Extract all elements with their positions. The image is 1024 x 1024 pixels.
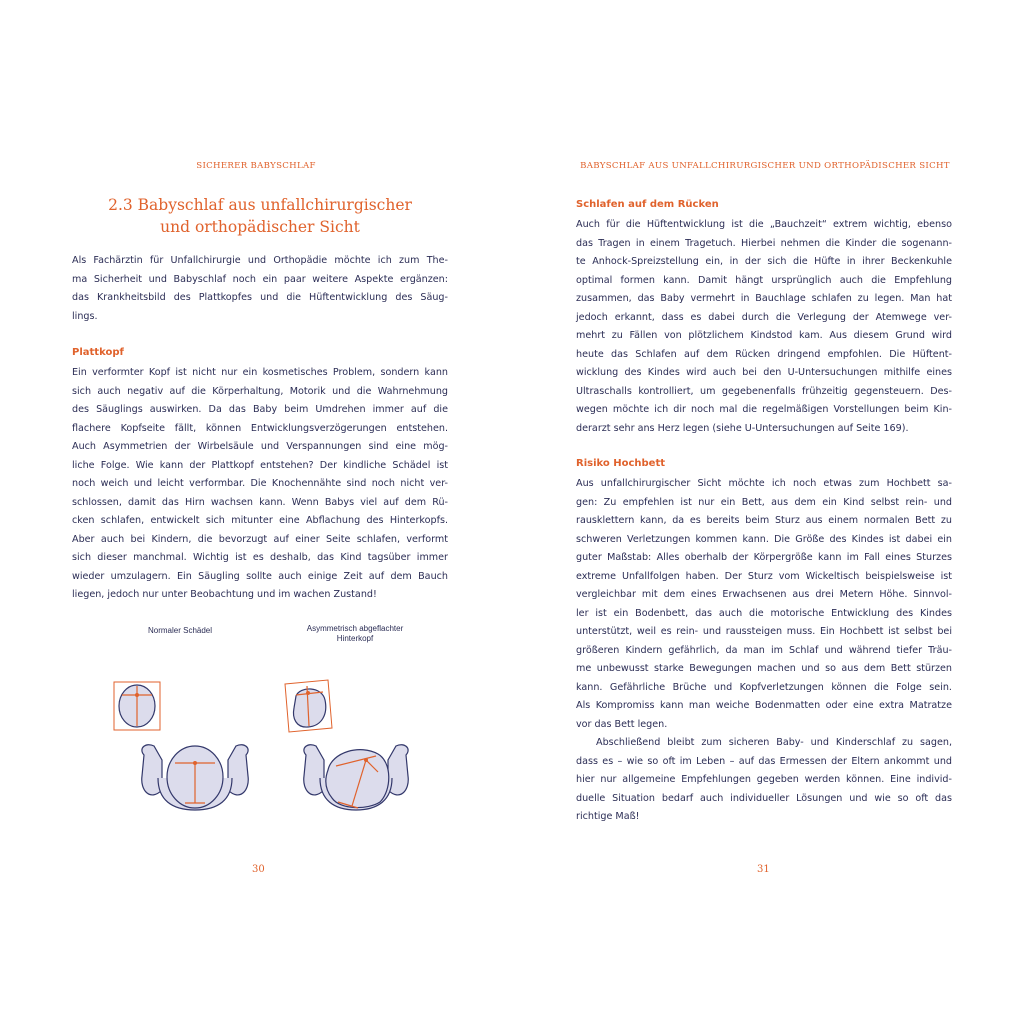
schlafen-paragraph	[576, 216, 952, 438]
text-line: unterstützt, weil es rein- und raussteigen muss. Ein Hochbett ist selbst bei	[576, 626, 952, 637]
text-line: extreme Unfallfolgen haben. Der Sturz vom Wickeltisch beispielsweise ist	[576, 570, 952, 582]
page-number-right: 31	[757, 864, 770, 875]
caption-normal-skull: Normaler Schädel	[147, 626, 213, 635]
text-line: sich dieser manchmal. Wichtig ist es deshalb, das Kind tagsüber immer	[72, 552, 448, 563]
text-line: schweren Verletzungen kommen kann. Die Größe des Kindes ist dabei ein	[576, 533, 952, 545]
text-line: te Anhock-Spreizstellung ein, in der sich die Hüfte in ihrer Beckenkuhle	[576, 256, 952, 267]
text-line: liegen, jedoch nur unter Beobachtung und im wachen Zustand!	[72, 589, 377, 600]
text-line: duelle Situation bedarf auch individueller Lösungen und wie so oft das	[576, 792, 952, 804]
text-line: me unbewusst starke Bewegungen machen und so aus dem Bett stürzen	[576, 663, 952, 674]
text-line: dass es – wie so oft im Leben – auf das Ermessen der Eltern ankommt und	[576, 755, 952, 767]
text-line: Auch für die Hüftentwicklung ist die „Bauchzeit“ extrem wichtig, ebenso	[576, 219, 952, 230]
text-line: Abschließend bleibt zum sicheren Baby- und Kinderschlaf zu sagen,	[596, 737, 952, 748]
text-line: vergleichbar mit dem eines Erwachsenen aus drei Metern Höhe. Sinnvol-	[576, 589, 952, 600]
text-line: optimal formen kann. Damit hängt ursprünglich auch die Empfehlung	[576, 274, 952, 286]
caption-line: Asymmetrisch abgeflachter	[306, 624, 404, 633]
text-line: derarzt sehr ans Herz legen (siehe U-Untersuchungen auf Seite 169).	[576, 422, 909, 434]
text-line: rausklettern kann, da es bereits beim Sturz aus einem normalen Bett zu	[576, 515, 952, 526]
text-line: kann. Gefährliche Brüche und Kopfverletzungen können die Folge sein.	[576, 681, 952, 693]
text-line: das Tragen in einem Tragetuch. Hierbei nehmen die Kinder die sogenann-	[576, 237, 952, 249]
skull-shape-illustration	[100, 660, 460, 820]
text-line: sich auch negativ auf die Körperhaltung, Motorik und die Wahrnehmung	[72, 385, 448, 397]
text-line: Aus unfallchirurgischer Sicht möchte ich noch etwas zum Hochbett sa-	[576, 478, 952, 489]
text-line: mehrt zu Fällen von plötzlichem Kindstod kam. Aus diesem Grund wird	[576, 330, 952, 341]
text-line: cken schlafen, entwickelt sich mitunter eine Abflachung des Hinterkopfs.	[72, 515, 448, 526]
hochbett-paragraph	[576, 475, 952, 827]
text-line: ler ist ein Bodenbett, das auch die motorische Entwicklung des Kindes	[576, 607, 952, 619]
text-line: richtige Maß!	[576, 811, 640, 822]
text-line: ma Sicherheit und Babyschlaf noch ein paar weitere Aspekte ergänzen:	[72, 273, 448, 285]
chapter-title-line: und orthopädischer Sicht	[160, 218, 360, 236]
text-line: Ein verformter Kopf ist nicht nur ein kosmetisches Problem, sondern kann	[72, 367, 448, 378]
text-line: Aber auch bei Kindern, die bevorzugt auf einer Seite schlafen, verformt	[72, 533, 448, 545]
text-line: wicklung des Kindes wird auch bei den U-Untersuchungen mithilfe eines	[576, 367, 952, 378]
chapter-title	[90, 194, 430, 238]
text-line: Als Kompromiss kann man weiche Bodenmatten oder eine extra Matratze	[576, 700, 952, 711]
plattkopf-paragraph	[72, 364, 448, 605]
text-line: wegen möchte ich dir noch mal die regelmäßigen Vorstellungen beim Kin-	[576, 404, 952, 415]
text-line: Als Fachärztin für Unfallchirurgie und Orthopädie möchte ich zum The-	[72, 255, 448, 266]
running-head-right: BABYSCHLAF AUS UNFALLCHIRURGISCHER UND ORTHOPÄDISCHER SICHT	[580, 161, 950, 171]
chapter-title-line: 2.3 Babyschlaf aus unfallchirurgischer	[108, 196, 412, 214]
text-line: Ultraschalls kontrolliert, um gegebenenfalls frühzeitig gegensteuern. Des-	[576, 385, 952, 397]
text-line: hier nur allgemeine Empfehlungen gegeben werden können. Eine individ-	[576, 774, 952, 785]
text-line: schlossen, damit das Hirn wachsen kann. Wenn Babys viel auf dem Rü-	[72, 496, 448, 508]
caption-line: Hinterkopf	[336, 634, 374, 643]
text-line: wieder umzulagern. Ein Säugling sollte auch einige Zeit auf dem Bauch	[72, 570, 448, 582]
text-line: gen: Zu empfehlen ist nur ein Bett, aus dem ein Kind selbst rein- und	[576, 496, 952, 508]
text-line: guter Maßstab: Alles oberhalb der Körpergröße kann im Fall eines Sturzes	[576, 552, 952, 563]
normal-skull-baby-figure	[142, 745, 249, 810]
text-line: größeren Kindern gefährlich, da man im Schlaf und während tiefer Träu-	[576, 644, 952, 656]
text-line: noch weich und leicht verformbar. Die Knochennähte sind noch nicht ver-	[72, 478, 448, 489]
text-line: zusammen, das Baby vermehrt in Bauchlage schlafen zu legen. Man hat	[576, 293, 952, 304]
intro-paragraph	[72, 252, 448, 326]
flat-skull-baby-figure	[304, 745, 409, 810]
text-line: das Krankheitsbild des Plattkopfes und die Hüftentwicklung des Säug-	[72, 292, 448, 303]
text-line: lings.	[72, 310, 98, 322]
section-heading-schlafen: Schlafen auf dem Rücken	[576, 199, 719, 210]
flat-skull-top-view	[285, 680, 332, 732]
text-line: jedoch erkannt, dass es dabei durch die Verlegung der Atemwege ver-	[576, 311, 952, 323]
text-line: des Säuglings auswirken. Da das Baby beim Umdrehen immer auf die	[72, 404, 448, 415]
text-line: Auch Asymmetrien der Wirbelsäule und Verspannungen sind eine mög-	[72, 441, 448, 452]
text-line: vor das Bett legen.	[576, 718, 668, 730]
section-heading-plattkopf: Plattkopf	[72, 347, 124, 358]
page-number-left: 30	[252, 864, 265, 875]
right-page	[512, 0, 1024, 1024]
running-head-left: SICHERER BABYSCHLAF	[196, 161, 316, 171]
section-heading-hochbett: Risiko Hochbett	[576, 458, 666, 469]
normal-skull-top-view	[114, 682, 160, 730]
text-line: liche Folge. Wie kann der Plattkopf entstehen? Der kindliche Schädel ist	[72, 459, 448, 471]
caption-flat-skull	[290, 624, 420, 644]
text-line: heute das Schlafen auf dem Rücken dringend empfohlen. Die Hüftent-	[576, 348, 952, 360]
text-line: flachere Kopfseite fällt, können Entwicklungsverzögerungen entstehen.	[72, 422, 448, 434]
